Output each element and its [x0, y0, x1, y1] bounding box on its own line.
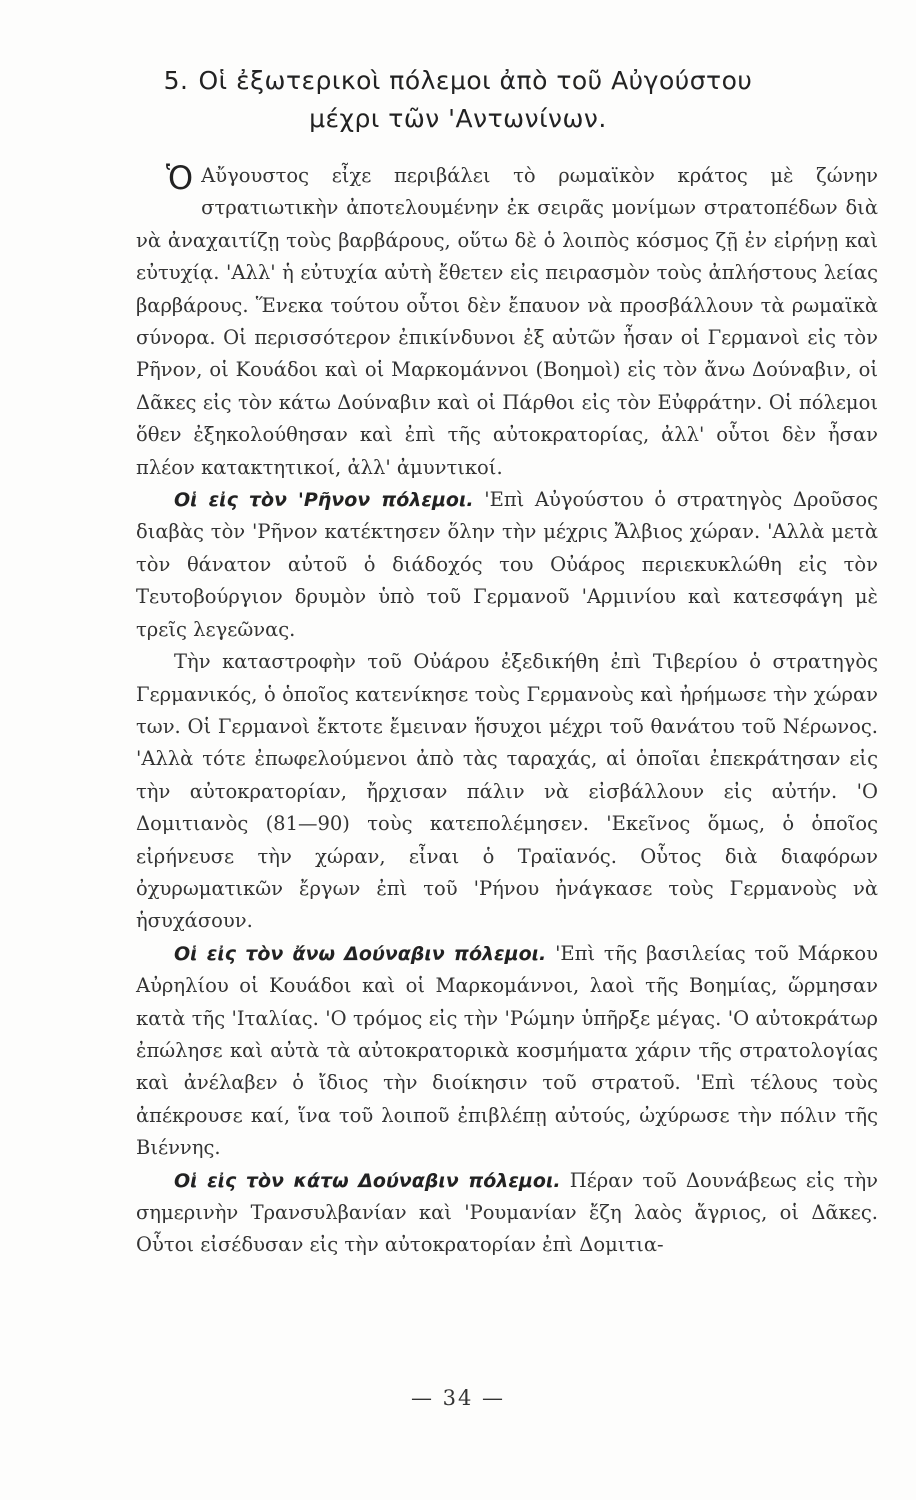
paragraph-rhine-wars	[136, 484, 878, 646]
paragraph-intro-text: Αὔγουστος εἶχε περιβάλει τὸ ρωμαϊκὸν κράτος μὲ ζώνην στρατιωτικὴν ἀποτελουμένην ἐκ σειρᾶς μονίμων στρατοπέδων διὰ νὰ ἀναχαιτίζῃ τοὺς βαρβάρους, οὕτω δὲ ὁ λοιπὸς κόσμος ζῇ ἐν εἰρήνῃ καὶ εὐτυχίᾳ. 'Αλλ' ἡ εὐτυχία αὐτὴ ἔθετεν εἰς πειρασμὸν τοὺς ἀπλήστους λείας βαρβάρους. Ἕνεκα τούτου οὗτοι δὲν ἔπαυον νὰ προσβάλλουν τὰ ρωμαϊκὰ σύνορα. Οἱ περισσότερον ἐπικίνδυνοι ἐξ αὐτῶν ἦσαν οἱ Γερμανοὶ εἰς τὸν Ρῆνον, οἱ Κουάδοι καὶ οἱ Μαρκομάννοι (Βοημοὶ) εἰς τὸν ἄνω Δούναβιν, οἱ Δᾶκες εἰς τὸν κάτω Δούναβιν καὶ οἱ Πάρθοι εἰς τὸν Εὐφράτην. Οἱ πόλεμοι ὅθεν ἐξηκολούθησαν καὶ ἐπὶ τῆς αὐτοκρατορίας, ἀλλ' οὗτοι δὲν ἦσαν πλέον κατακτητικοί, ἀλλ' ἀμυντικοί.	[136, 164, 878, 479]
paragraph-lower-danube-text: Πέραν τοῦ Δουνάβεως εἰς τὴν σημερινὴν Τρανσυλβανίαν καὶ 'Ρουμανίαν ἔζη λαὸς ἄγριος, οἱ Δᾶκες. Οὗτοι εἰσέδυσαν εἰς τὴν αὐτοκρατορίαν ἐπὶ Δομιτια-	[136, 1168, 878, 1257]
section-heading-upper-danube: Οἱ εἰς τὸν ἄνω Δούναβιν πόλεμοι.	[174, 942, 547, 965]
paragraph-germanicus	[136, 646, 878, 938]
chapter-number: 5.	[163, 66, 189, 95]
body-text	[136, 160, 878, 1262]
paragraph-lower-danube	[136, 1165, 878, 1262]
section-heading-lower-danube: Οἱ εἰς τὸν κάτω Δούναβιν πόλεμοι.	[174, 1169, 561, 1192]
chapter-heading-line-2: μέχρι τῶν 'Αντωνίνων.	[309, 104, 607, 133]
page-number: — 34 —	[410, 1386, 506, 1410]
section-heading-rhine: Οἱ εἰς τὸν 'Ρῆνον πόλεμοι.	[174, 489, 474, 512]
paragraph-intro	[136, 160, 878, 484]
paragraph-rhine-text: 'Επὶ Αὐγούστου ὁ στρατηγὸς Δροῦσος διαβὰς τὸν 'Ρῆνον κατέκτησεν ὅλην τὴν μέχρις Ἄλβιος χώραν. 'Αλλὰ μετὰ τὸν θάνατον αὐτοῦ ὁ διάδοχός του Οὐάρος περιεκυκλώθη εἰς τὸν Τευτοβούργιον δρυμὸν ὑπὸ τοῦ Γερμανοῦ 'Αρμινίου καὶ κατεσφάγη μὲ τρεῖς λεγεῶνας.	[136, 488, 878, 641]
paragraph-upper-danube-text: 'Επὶ τῆς βασιλείας τοῦ Μάρκου Αὐρηλίου οἱ Κουάδοι καὶ οἱ Μαρκομάννοι, λαοὶ τῆς Βοημίας, ὥρμησαν κατὰ τῆς 'Ιταλίας. 'Ο τρόμος εἰς τὴν 'Ρώμην ὑπῆρξε μέγας. 'Ο αὐτοκράτωρ ἐπώλησε καὶ αὐτὰ τὰ αὐτοκρατορικὰ κοσμήματα χάριν τῆς στρατολογίας καὶ ἀνέλαβεν ὁ ἴδιος τὴν διοίκησιν τοῦ στρατοῦ. 'Επὶ τέλους τοὺς ἀπέκρουσε καί, ἵνα τοῦ λοιποῦ ἐπιβλέπῃ αὐτούς, ὠχύρωσε τὴν πόλιν τῆς Βιέννης.	[136, 941, 878, 1160]
chapter-title-line-1: Οἱ ἐξωτερικοὶ πόλεμοι ἀπὸ τοῦ Αὐγούστου	[198, 66, 753, 95]
chapter-heading-line-1	[0, 66, 916, 95]
paragraph-germanicus-text: Τὴν καταστροφὴν τοῦ Οὐάρου ἐξεδικήθη ἐπὶ Τιβερίου ὁ στρατηγὸς Γερμανικός, ὁ ὁποῖος κατενίκησε τοὺς Γερμανοὺς καὶ ἠρήμωσε τὴν χώραν των. Οἱ Γερμανοὶ ἔκτοτε ἔμειναν ἥσυχοι μέχρι τοῦ θανάτου τοῦ Νέρωνος. 'Αλλὰ τότε ἐπωφελούμενοι ἀπὸ τὰς ταραχάς, αἱ ὁποῖαι ἐπεκράτησαν εἰς τὴν αὐτοκρατορίαν, ἤρχισαν πάλιν νὰ εἰσβάλλουν εἰς αὐτήν. 'Ο Δομιτιανὸς (81—90) τοὺς κατεπολέμησεν. 'Εκεῖνος ὅμως, ὁ ὁποῖος εἰρήνευσε τὴν χώραν, εἶναι ὁ Τραϊανός. Οὗτος διὰ διαφόρων ὀχυρωματικῶν ἔργων ἐπὶ τοῦ 'Ρήνου ἠνάγκασε τοὺς Γερμανοὺς νὰ ἡσυχάσουν.	[136, 650, 878, 933]
drop-cap: Ὁ	[166, 159, 194, 197]
paragraph-upper-danube	[136, 938, 878, 1165]
